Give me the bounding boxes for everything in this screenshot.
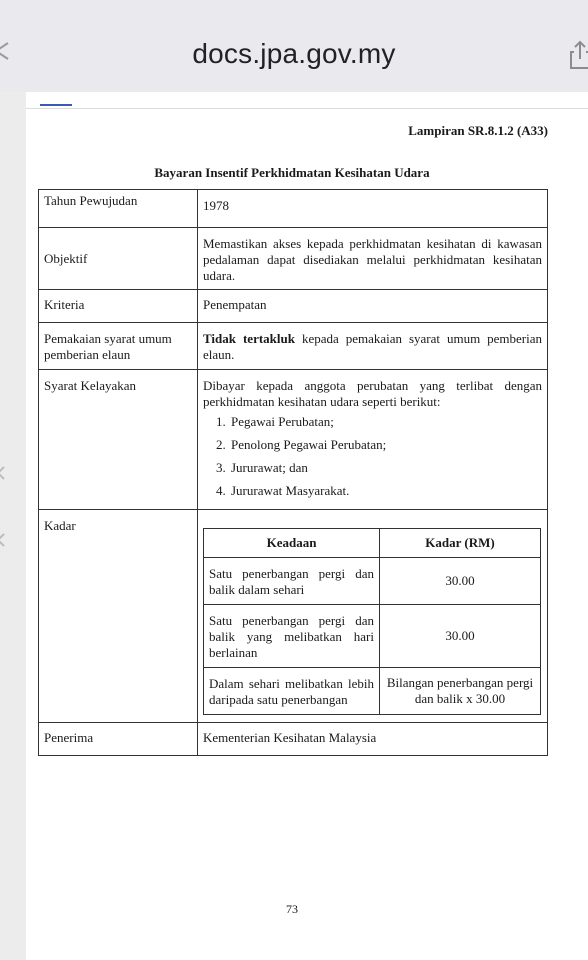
column-header-keadaan: Keadaan [204, 529, 380, 558]
rate-amount: 30.00 [380, 558, 541, 605]
table-row [204, 605, 541, 668]
divider [26, 108, 588, 109]
list-item: 4. Jururawat Masyarakat. [229, 483, 542, 499]
pemakaian-rest: kepada pemakaian syarat umum pemberian elaun. [203, 331, 543, 362]
row-value-kadar [198, 510, 548, 723]
row-value-objektif: Memastikan akses kepada perkhidmatan kesihatan di kawasan pedalaman dapat disediakan melalui perkhidmatan kesihatan udara. [198, 228, 548, 290]
table-header-row [204, 529, 541, 558]
table-row [39, 190, 548, 228]
chevron-left-icon [0, 533, 8, 547]
row-value-syarat [198, 370, 548, 510]
row-value-tahun: 1978 [198, 190, 548, 228]
row-label-kriteria: Kriteria [39, 290, 198, 323]
row-value-pemakaian [198, 323, 548, 370]
rate-condition: Dalam sehari melibatkan lebih daripada satu penerbangan [204, 668, 380, 715]
table-row [204, 558, 541, 605]
page-number: 73 [286, 902, 298, 916]
document-reference: Lampiran SR.8.1.2 (A33) [408, 123, 548, 138]
row-label-objektif: Objektif [39, 228, 198, 290]
rate-condition: Satu penerbangan pergi dan balik dalam sehari [204, 558, 380, 605]
table-row [39, 228, 548, 290]
rate-table [203, 528, 541, 715]
row-label-syarat: Syarat Kelayakan [39, 370, 198, 510]
list-item: 2. Penolong Pegawai Perubatan; [229, 437, 542, 453]
row-label-penerima: Penerima [39, 723, 198, 756]
row-value-penerima: Kementerian Kesihatan Malaysia [198, 723, 548, 756]
rate-amount: 30.00 [380, 605, 541, 668]
row-label-tahun: Tahun Pewujudan [39, 190, 198, 228]
column-header-kadar: Kadar (RM) [380, 529, 541, 558]
table-row [39, 323, 548, 370]
chevron-left-icon [0, 466, 8, 480]
list-item: 1. Pegawai Perubatan; [229, 414, 542, 430]
allowance-table [38, 189, 548, 756]
document-title: Bayaran Insentif Perkhidmatan Kesihatan Udara [154, 165, 430, 180]
table-row [204, 668, 541, 715]
row-label-pemakaian: Pemakaian syarat umum pemberian elaun [39, 323, 198, 370]
share-icon[interactable] [568, 40, 588, 70]
rate-condition: Satu penerbangan pergi dan balik yang melibatkan hari berlainan [204, 605, 380, 668]
table-row [39, 290, 548, 323]
browser-address-bar [0, 0, 588, 92]
list-item: 3. Jururawat; dan [229, 460, 542, 476]
pemakaian-emphasis: Tidak tertakluk [203, 331, 295, 346]
link-underline[interactable] [40, 104, 72, 106]
row-label-kadar: Kadar [39, 510, 198, 723]
eligibility-list [203, 414, 542, 499]
row-value-kriteria: Penempatan [198, 290, 548, 323]
table-row [39, 510, 548, 723]
syarat-intro: Dibayar kepada anggota perubatan yang terlibat dengan perkhidmatan kesihatan udara seperti berikut: [203, 378, 542, 409]
document-page [26, 92, 588, 960]
table-row [39, 370, 548, 510]
table-row [39, 723, 548, 756]
url-text[interactable]: docs.jpa.gov.my [192, 38, 396, 69]
rate-amount: Bilangan penerbangan pergi dan balik x 30.00 [380, 668, 541, 715]
